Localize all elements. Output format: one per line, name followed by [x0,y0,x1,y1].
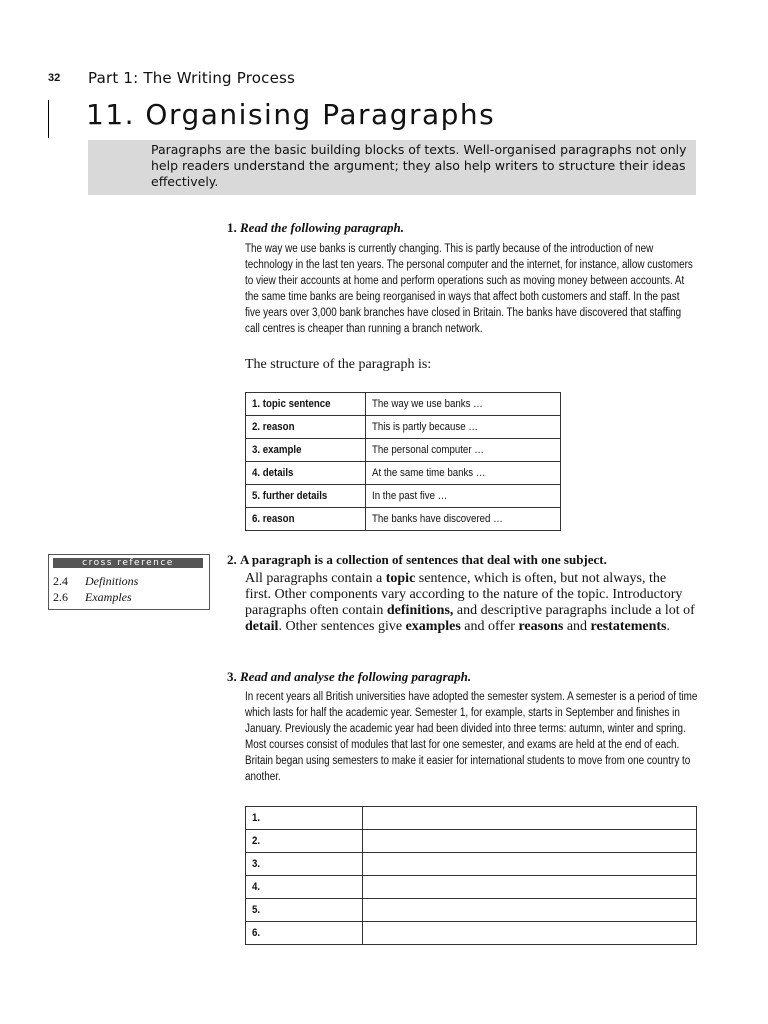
answer-label: 2. [252,835,261,847]
answer-label: 4. [252,881,261,893]
q2-keyword: definitions, [386,603,454,618]
intro-box [88,140,696,195]
q2-text: . [666,619,670,634]
q2-keyword: detail [245,619,279,634]
q2-number: 2. [227,552,237,567]
q3-paragraph: In recent years all British universities have adopted the semester system. A semester is a period of time which lasts for half the academic year. Semester 1, for example, starts in September and finishes in January. Previously the academic year had been divided into three terms: autumn, winter and spring. Most courses consist of modules that last for one semester, and exams are held at the end of each. Britain began using semesters to make it easier for international students to move from one country to another. [245,691,698,783]
table-row [246,807,697,830]
chapter-title: 11. Organising Paragraphs [86,98,496,131]
answer-label: 5. [252,904,261,916]
q2-text: sentence, which is often, but not always, the first. Other components vary according to the nature of the topic. Introductory paragraphs often contain [245,571,683,618]
answer-table [245,806,697,945]
structure-text: The way we use banks … [372,398,483,410]
structure-label: 4. details [252,467,294,479]
cross-reference-box [48,554,210,610]
cross-reference-number: 2.4 [53,574,68,588]
q3-heading [227,669,471,685]
running-head: Part 1: The Writing Process [88,69,296,87]
q2-keyword: examples [405,619,461,634]
q2-text: and offer [460,619,519,634]
cross-reference-label: Examples [85,590,132,604]
structure-text: This is partly because … [372,421,478,433]
table-row [246,439,561,462]
table-row [246,462,561,485]
q2-heading-text: A paragraph is a collection of sentences that deal with one subject. [240,552,607,567]
structure-table [245,392,561,531]
q2-text: . Other sentences give [278,619,406,634]
table-row [246,830,697,853]
cross-reference-number: 2.6 [53,590,68,604]
q2-body [245,571,695,635]
answer-label: 6. [252,927,261,939]
table-row [246,922,697,945]
structure-intro: The structure of the paragraph is: [245,357,432,372]
structure-text: At the same time banks … [372,467,486,479]
page-number: 32 [48,72,61,84]
structure-text: In the past five … [372,490,448,502]
q2-keyword: restatements [590,619,667,634]
table-row [246,508,561,531]
answer-cell[interactable] [363,922,697,945]
intro-text: Paragraphs are the basic building blocks of texts. Well-organised paragraphs not only help readers understand the argument; they also help writers to structure their ideas effectively. [151,142,687,189]
q2-heading [227,552,607,568]
table-row [246,853,697,876]
table-row [246,393,561,416]
answer-cell[interactable] [363,853,697,876]
answer-cell[interactable] [363,876,697,899]
q2-keyword: topic [385,571,416,586]
q2-text: and descriptive paragraphs include a lot of [453,603,695,618]
cross-reference-label: Definitions [85,574,139,588]
q2-keyword: reasons [518,619,564,634]
table-row [246,876,697,899]
answer-cell[interactable] [363,899,697,922]
answer-cell[interactable] [363,830,697,853]
q1-heading [227,220,404,236]
cross-reference-item[interactable] [53,574,138,589]
structure-label: 2. reason [252,421,295,433]
q3-instruction: Read and analyse the following paragraph. [240,669,472,684]
answer-label: 1. [252,812,261,824]
cross-reference-item[interactable] [53,590,132,605]
q1-number: 1. [227,220,237,235]
structure-label: 5. further details [252,490,328,502]
answer-label: 3. [252,858,261,870]
q1-paragraph: The way we use banks is currently changing. This is partly because of the introduction of new technology in the last ten years. The personal computer and the internet, for instance, allow customers to view their accounts at home and perform operations such as moving money between accounts. At the same time banks are being reorganised in ways that affect both customers and staff. In the past five years over 3,000 bank branches have closed in Britain. The banks have discovered that staffing call centres is cheaper than running a branch network. [245,243,693,335]
structure-label: 3. example [252,444,302,456]
structure-text: The banks have discovered … [372,513,503,525]
q3-number: 3. [227,669,237,684]
answer-cell[interactable] [363,807,697,830]
title-rule [48,100,49,138]
cross-reference-header: cross reference [53,558,203,568]
structure-label: 6. reason [252,513,295,525]
structure-label: 1. topic sentence [252,398,331,410]
q2-text: and [563,619,591,634]
table-row [246,899,697,922]
structure-text: The personal computer … [372,444,484,456]
q1-instruction: Read the following paragraph. [240,220,404,235]
table-row [246,485,561,508]
q2-text: All paragraphs contain a [245,571,386,586]
table-row [246,416,561,439]
